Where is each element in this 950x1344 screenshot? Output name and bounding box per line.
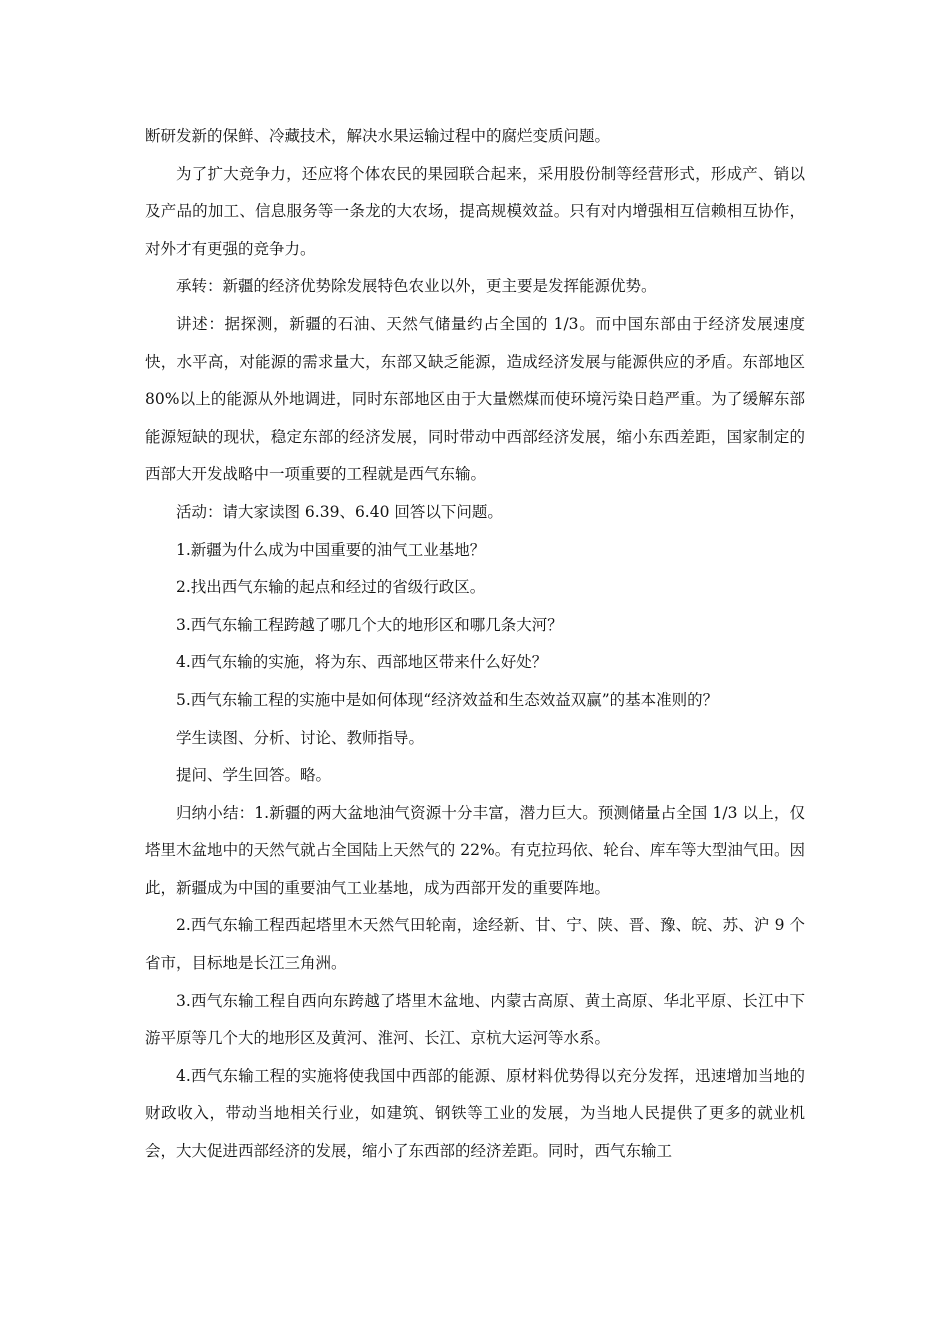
question-item-5: 5.西气东输工程的实施中是如何体现“经济效益和生态效益双赢”的基本准则的？: [176, 690, 719, 709]
paragraph-activity: 活动：请大家读图 6.39、6.40 回答以下问题。: [176, 502, 503, 521]
paragraph-competitiveness: 为了扩大竞争力，还应将个体农民的果园联合起来，采用股份制等经营形式，形成产、销以及产品的加工、信息服务等一条龙的大农场，提高规模效益。只有对内增强相互信赖相互协作，对外才有更强的竞争力。: [145, 164, 805, 258]
summary-item-4: 4.西气东输工程的实施将使我国中西部的能源、原材料优势得以充分发挥，迅速增加当地的财政收入，带动当地相关行业，如建筑、钢铁等工业的发展，为当地人民提供了更多的就业机会，大大促进西部经济的发展，缩小了东西部的经济差距。同时，西气东输工: [145, 1066, 805, 1161]
summary-item-1: 归纳小结：1.新疆的两大盆地油气资源十分丰富，潜力巨大。预测储量占全国 1/3 以上，仅塔里木盆地中的天然气就占全国陆上天然气的 22%。有克拉玛依、轮台、库车等大型油气田。因此，新疆成为中国的重要油气工业基地，成为西部开发的重要阵地。: [145, 803, 805, 897]
summary-item-2: 2.西气东输工程西起塔里木天然气田轮南，途经新、甘、宁、陕、晋、豫、皖、苏、沪 9 个省市，目标地是长江三角洲。: [145, 916, 805, 973]
paragraph-lecture: 讲述：据探测，新疆的石油、天然气储量约占全国的 1/3。而中国东部由于经济发展速度快，水平高，对能源的需求量大，东部又缺乏能源，造成经济发展与能源供应的矛盾。东部地区 80%以上的能源从外地调进，同时东部地区由于大量燃煤而使环境污染日趋严重。为了缓解东部能源短缺的现状，稳定东部的经济发展，同时带动中西部经济发展，缩小东西差距，国家制定的西部大开发战略中一项重要的工程就是西气东输。: [145, 314, 805, 484]
question-item-1: 1.新疆为什么成为中国重要的油气工业基地？: [176, 540, 486, 559]
paragraph-transition: 承转：新疆的经济优势除发展特色农业以外，更主要是发挥能源优势。: [176, 277, 657, 296]
question-item-2: 2.找出西气东输的起点和经过的省级行政区。: [176, 578, 486, 597]
paragraph-continuation: 断研发新的保鲜、冷藏技术，解决水果运输过程中的腐烂变质问题。: [145, 127, 611, 145]
summary-item-3: 3.西气东输工程自西向东跨越了塔里木盆地、内蒙古高原、黄土高原、华北平原、长江中下游平原等几个大的地形区及黄河、淮河、长江、京杭大运河等水系。: [145, 991, 805, 1048]
paragraph-student-work: 学生读图、分析、讨论、教师指导。: [176, 728, 425, 747]
question-item-4: 4.西气东输的实施，将为东、西部地区带来什么好处？: [176, 653, 548, 672]
document-page: [145, 118, 805, 1171]
paragraph-questioning: 提问、学生回答。略。: [176, 766, 332, 785]
question-item-3: 3.西气东输工程跨越了哪几个大的地形区和哪几条大河？: [176, 615, 563, 634]
